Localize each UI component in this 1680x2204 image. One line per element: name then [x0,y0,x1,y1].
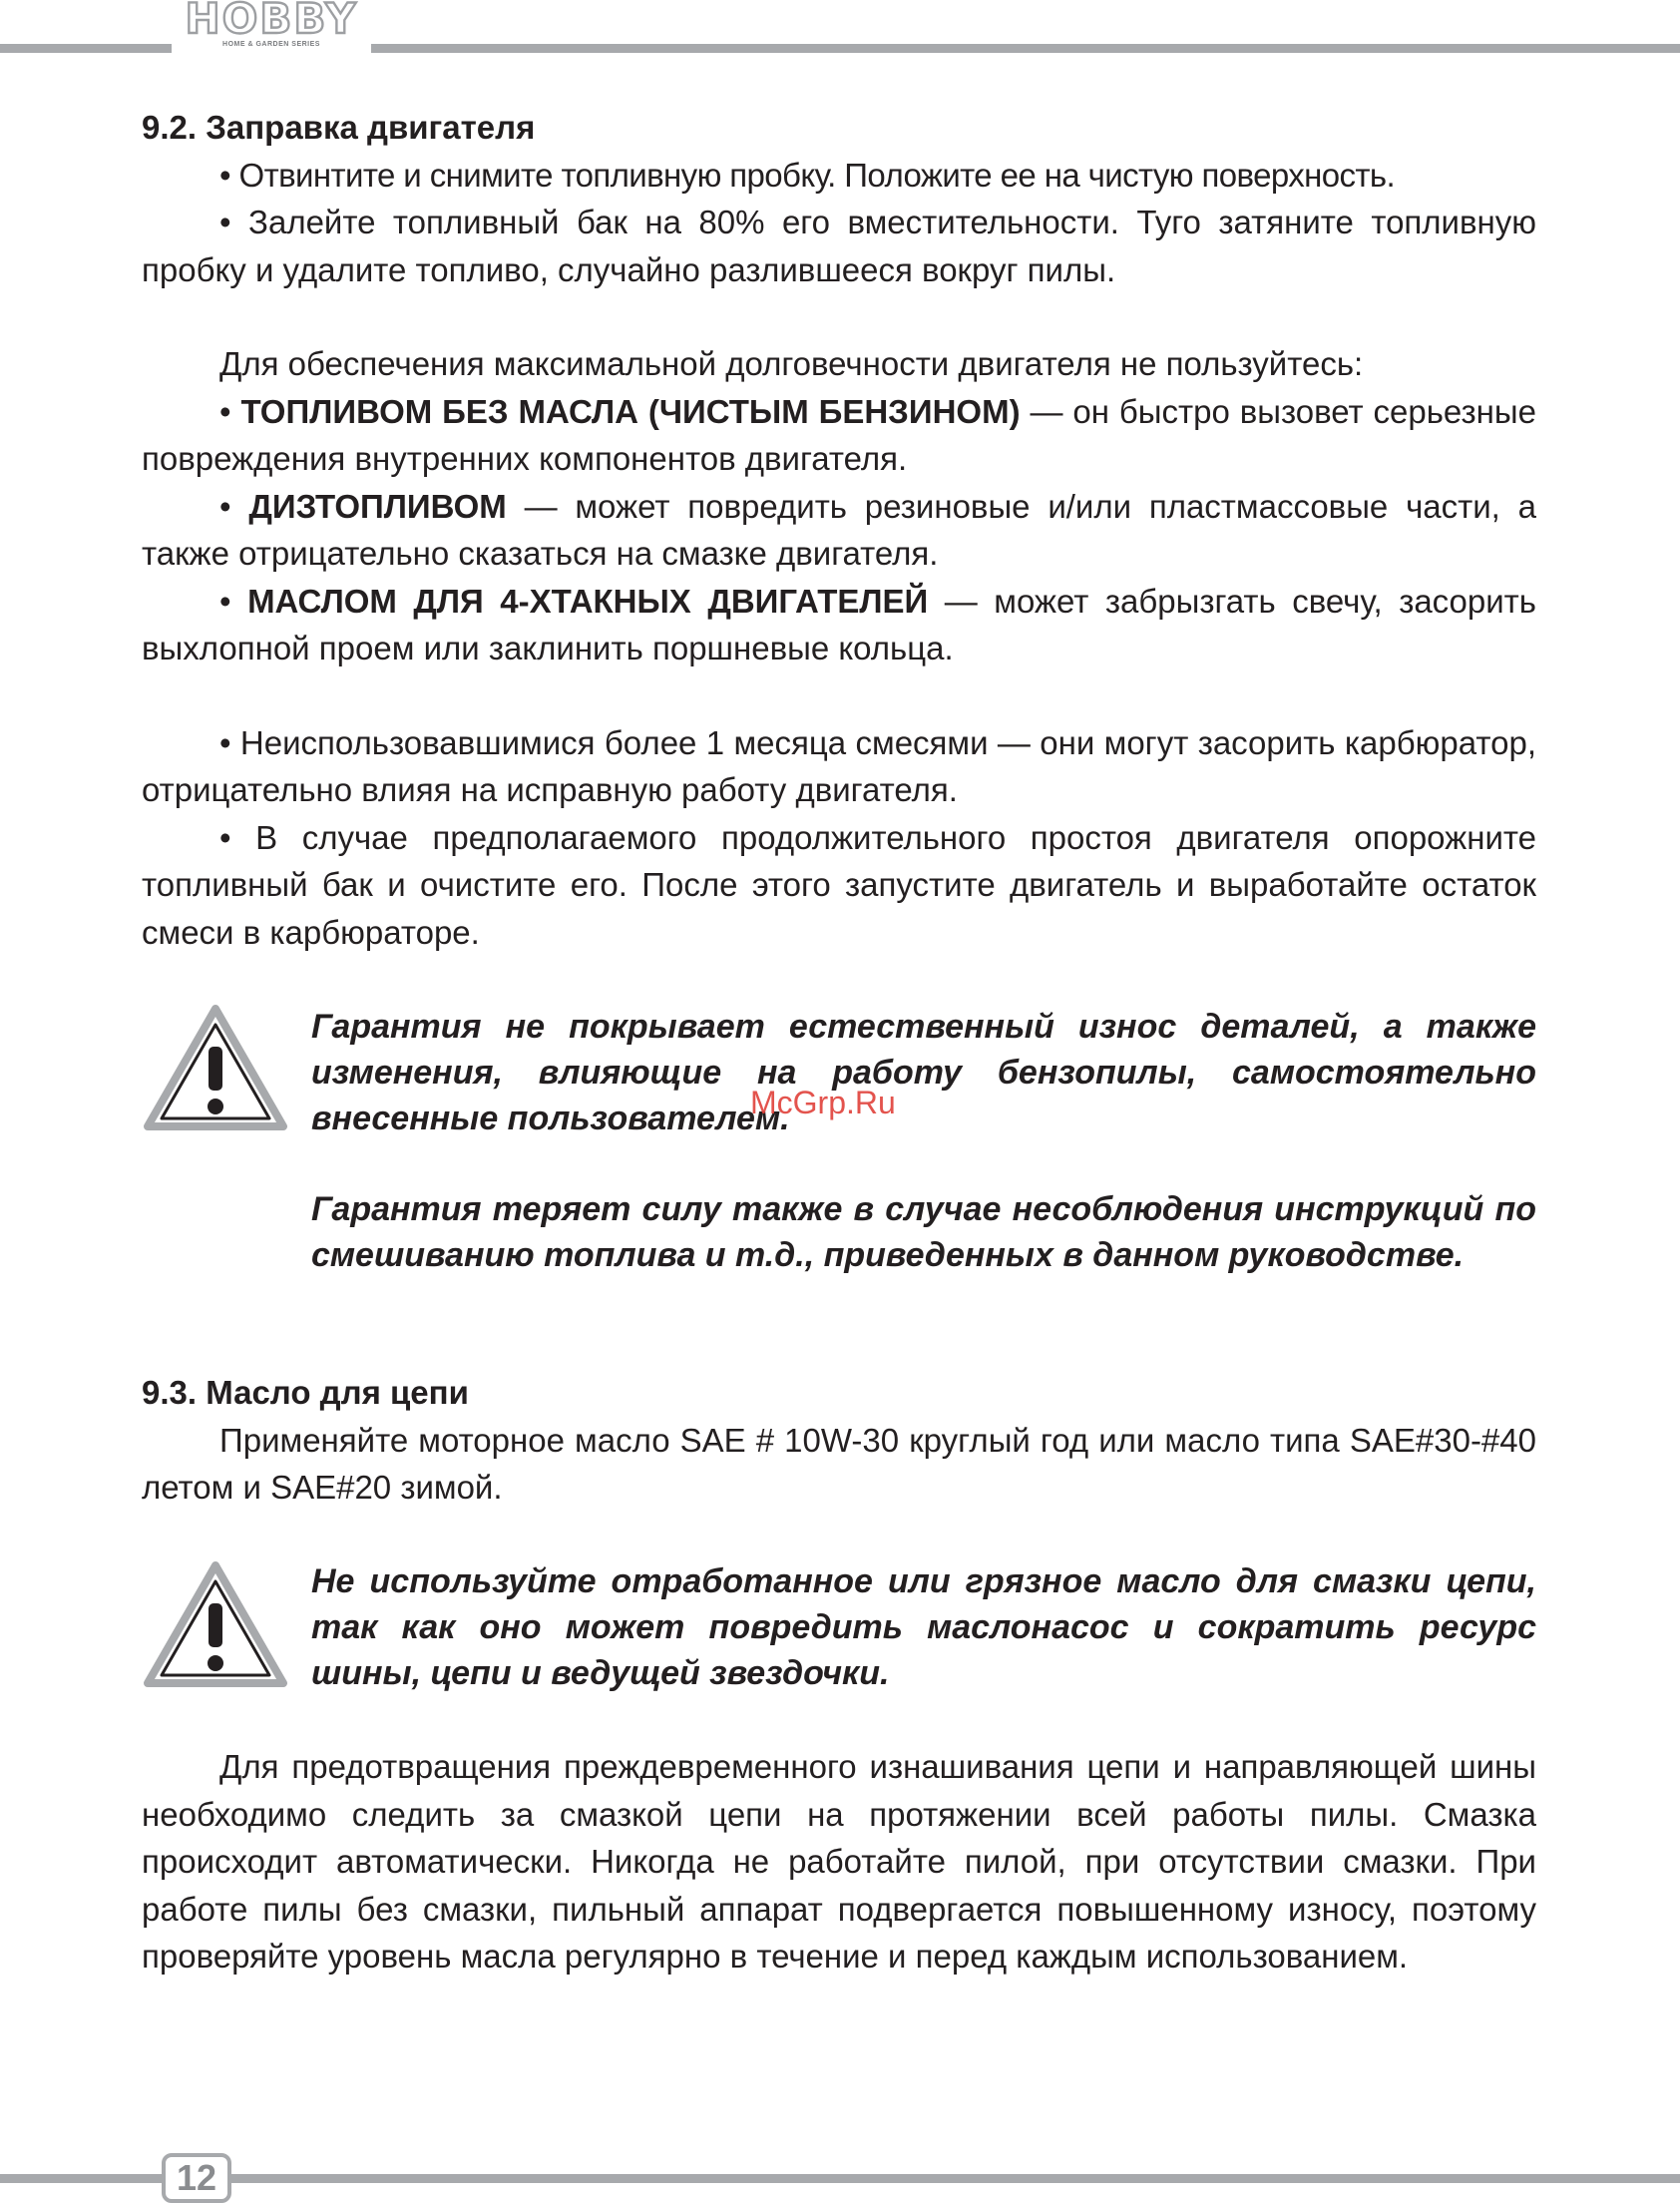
warning-text: Не используйте отработанное или грязное масло для смазки цепи, так как оно может повредить маслонасос и сократить ресурс шины, цепи и ведущей звездочки. [311,1562,1536,1692]
section-final [142,1743,1536,1981]
paragraph: Для предотвращения преждевременного изнашивания цепи и направляющей шины необходимо следить за смазкой цепи на протяжении всей работы пилы. Смазка происходит автоматически. Никогда не работайте пилой, при отсутствии смазки. При работе пилы без смазки, пильный аппарат подвергается повышенному износу, поэтому проверяйте уровень масла регулярно в течение и перед каждым использованием. [142,1748,1536,1975]
section-9-2 [142,104,1536,956]
bullet-item: • МАСЛОМ ДЛЯ 4-ХТАКНЫХ ДВИГАТЕЛЕЙ — может забрызгать свечу, засорить выхлопной проем или заклинить поршневые кольца. [142,582,1536,666]
section-title: 9.2. Заправка двигателя [142,109,536,146]
paragraph: Применяйте моторное масло SAE # 10W-30 круглый год или масло типа SAE#30-#40 летом и SAE#20 зимой. [142,1421,1536,1506]
warning-text: Гарантия теряет силу также в случае несоблюдения инструкций по смешиванию топлива и т.д., приведенных в данном руководстве. [311,1190,1536,1274]
footer-rule [0,2174,1680,2183]
bullet-bold: ТОПЛИВОМ БЕЗ МАСЛА (ЧИСТЫМ БЕНЗИНОМ) [240,392,1021,430]
paragraph: • В случае предполагаемого продолжительного простоя двигателя опорожните топливный бак и очистите его. После этого запустите двигатель и выработайте остаток смеси в карбюраторе. [142,818,1536,951]
paragraph: Для обеспечения максимальной долговечности двигателя не пользуйтесь: [219,345,1364,382]
watermark: McGrp.Ru [750,1085,896,1120]
bullet-item: • ДИЗТОПЛИВОМ — может повредить резиновые и/или пластмассовые части, а также отрицательно сказаться на смазке двигателя. [142,487,1536,572]
logo-text: HOBBY [185,0,358,43]
warning-block-1 [311,1004,1536,1278]
bullet-bold: ДИЗТОПЛИВОМ [248,487,507,525]
bullet-text: — он быстро вызовет серьезные повреждения внутренних компонентов двигателя. [142,392,1536,477]
warning-text: Гарантия не покрывает естественный износ деталей, а также изменения, влияющие на работу бензопилы, самостоятельно внесенные пользователем. [311,1008,1536,1137]
bullet-text: — может повредить резиновые и/или пластмассовые части, а также отрицательно сказаться на смазке двигателя. [142,487,1536,572]
bullet-item: • ТОПЛИВОМ БЕЗ МАСЛА (ЧИСТЫМ БЕНЗИНОМ) — он быстро вызовет серьезные повреждения внутренних компонентов двигателя. [142,392,1536,477]
warning-block-2 [311,1558,1536,1696]
paragraph: • Залейте топливный бак на 80% его вместительности. Туго затяните топливную пробку и удалите топливо, случайно разлившееся вокруг пилы. [142,204,1536,288]
bullet-text: — может забрызгать свечу, засорить выхлопной проем или заклинить поршневые кольца. [142,582,1536,666]
bullet-bold: МАСЛОМ ДЛЯ 4-ХТАКНЫХ ДВИГАТЕЛЕЙ [247,582,929,620]
hobby-logo [172,0,371,56]
paragraph: • Неиспользовавшимися более 1 месяца смесями — они могут засорить карбюратор, отрицательно влияя на исправную работу двигателя. [142,723,1536,808]
section-9-3 [142,1369,1536,1512]
paragraph: • Отвинтите и снимите топливную пробку. Положите ее на чистую поверхность. [219,156,1396,194]
section-title: 9.3. Масло для цепи [142,1374,469,1411]
page-number: 12 [162,2153,231,2203]
warning-triangle-icon [142,1003,289,1132]
logo-subtitle: HOME & GARDEN SERIES [222,41,320,48]
warning-triangle-icon [142,1559,289,1689]
